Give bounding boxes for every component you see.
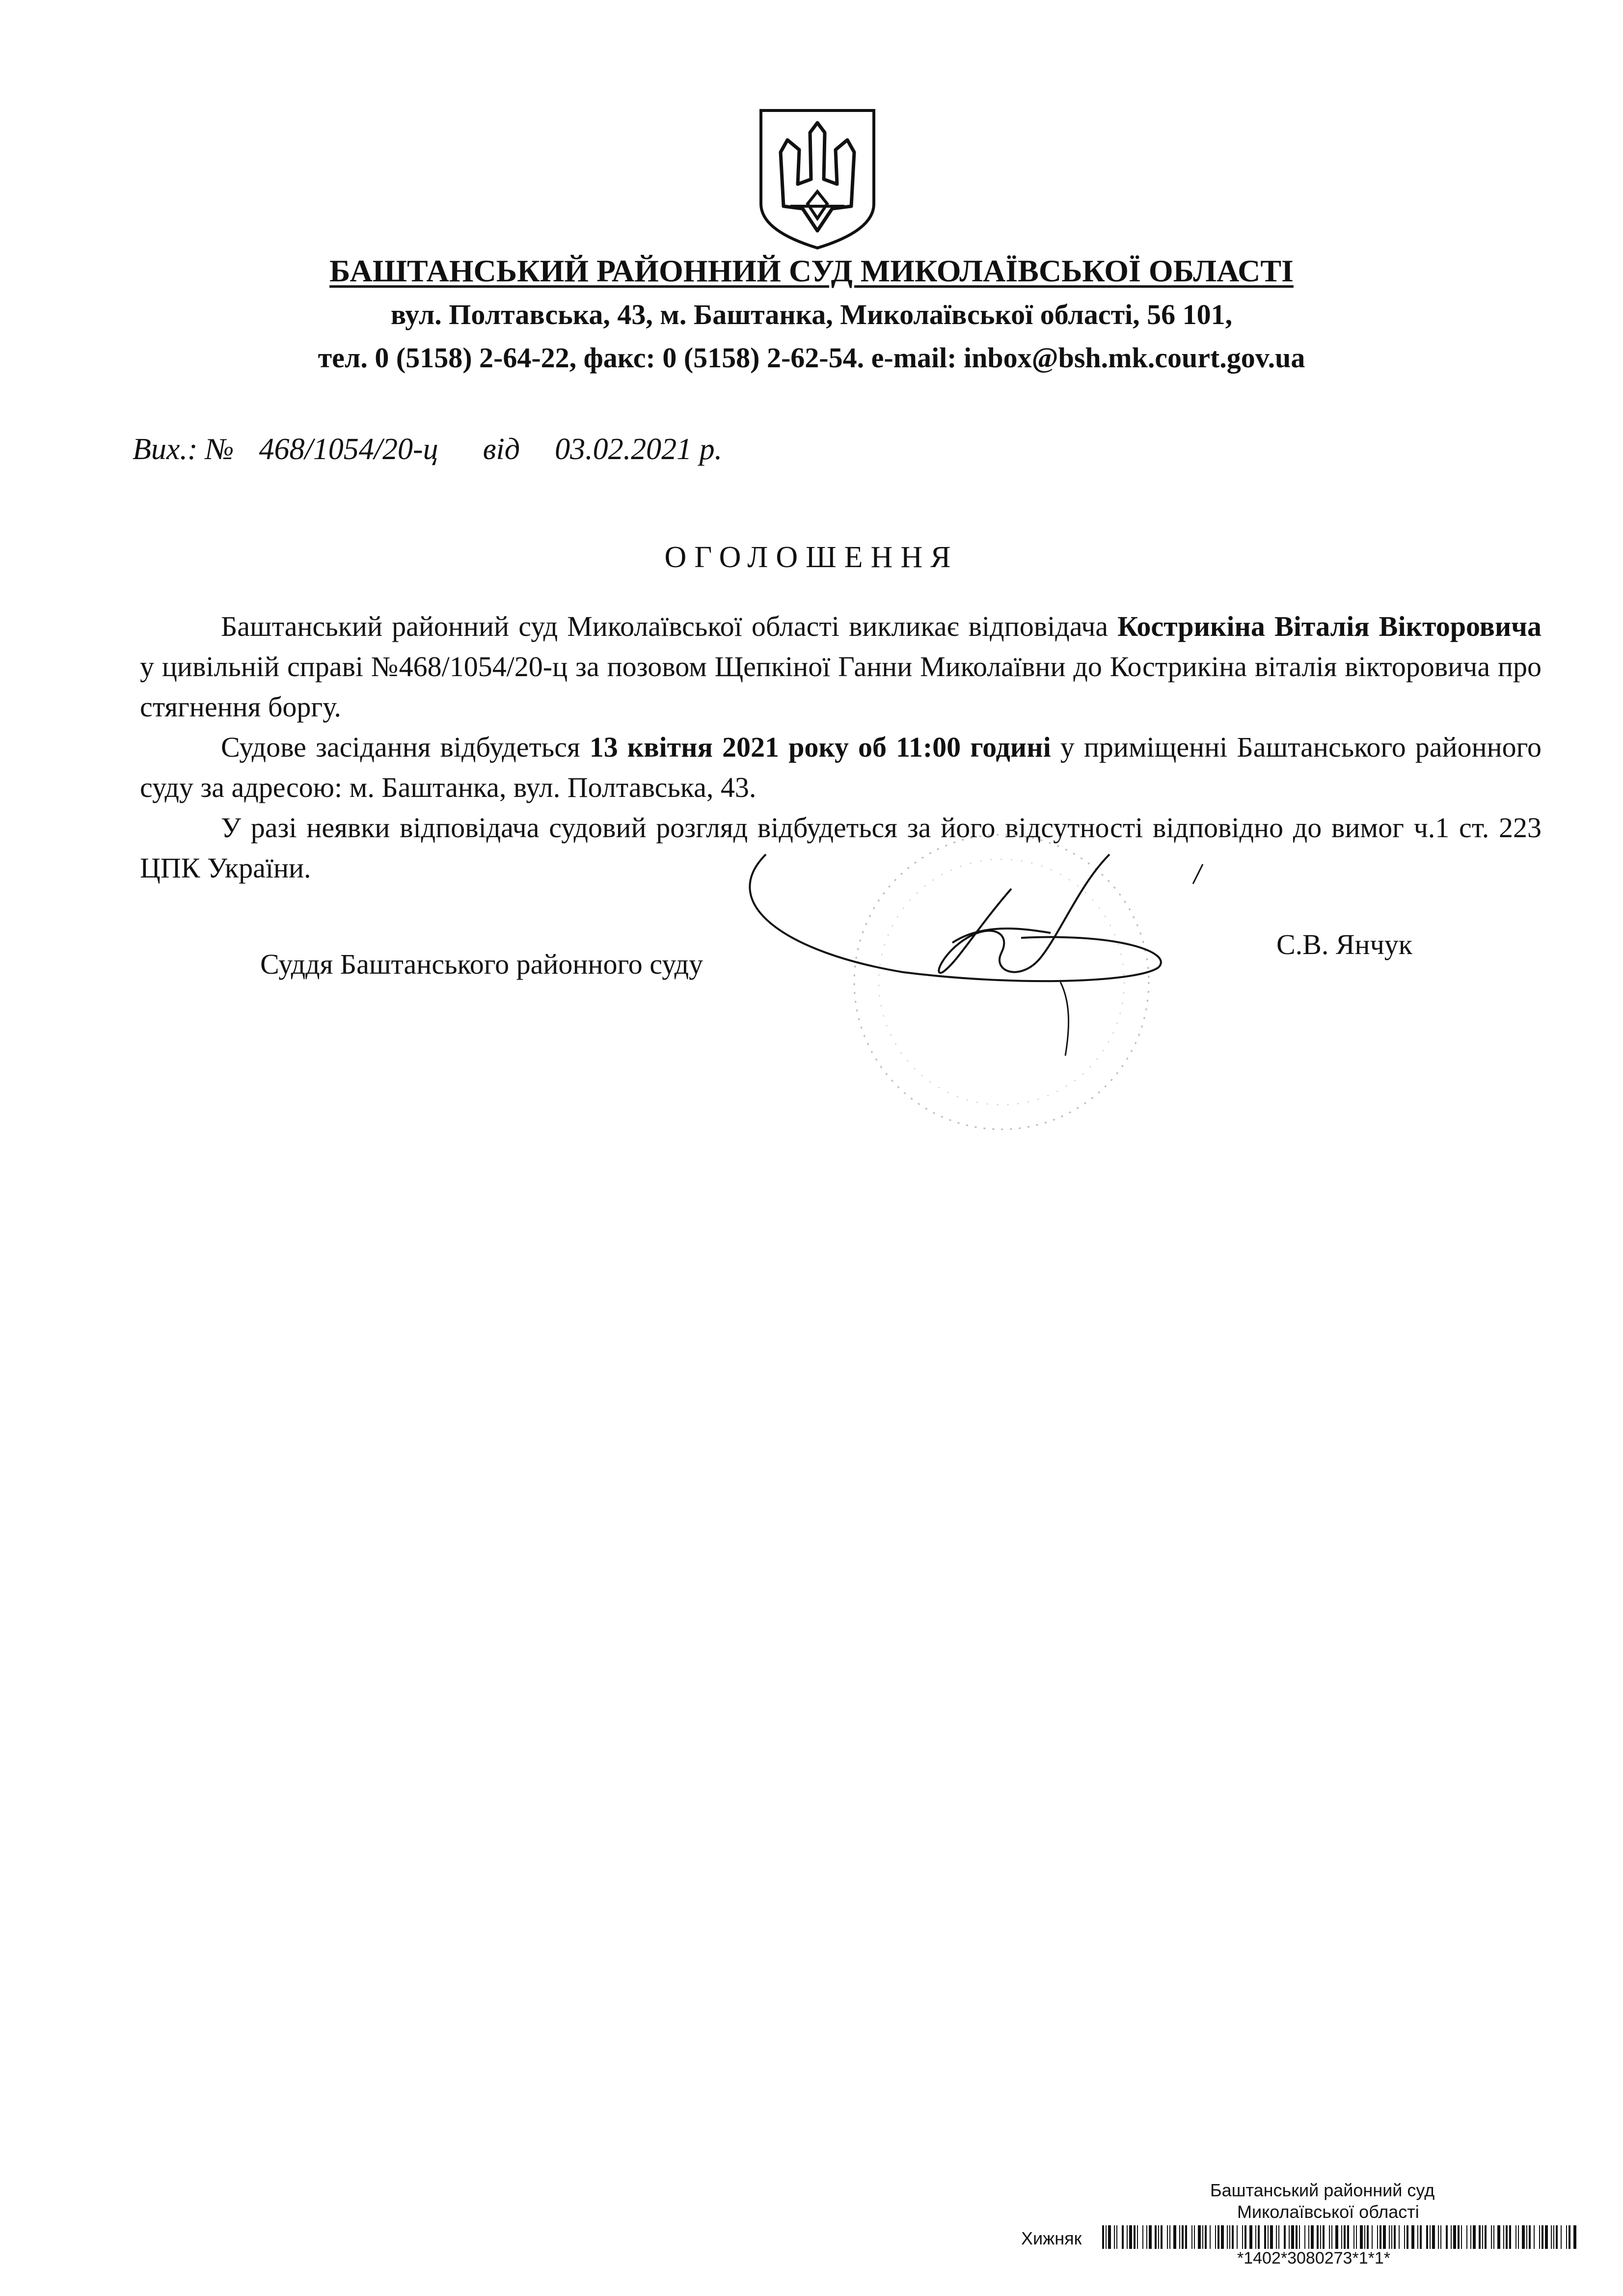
stamp-code: *1402*3080273*1*1*	[1237, 2249, 1390, 2268]
page-title: ОГОЛОШЕННЯ	[664, 541, 959, 574]
case-text: у цивільній справі №468/1054/20-ц за позовом Щепкіної Ганни Миколаївни до Кострикіна віталія вікторовича про стягнення боргу.	[140, 651, 1542, 723]
defendant-name: Кострикіна Віталія Вікторовича	[1117, 610, 1542, 642]
handwritten-signature	[746, 825, 1227, 1198]
paragraph-hearing	[140, 727, 1542, 808]
outgoing-number: 468/1054/20-ц	[259, 433, 438, 466]
hearing-datetime: 13 квітня 2021 року об 11:00 годині	[589, 731, 1051, 763]
barcode-icon	[1102, 2225, 1581, 2249]
stamp-person: Хижняк	[1021, 2228, 1082, 2248]
hearing-place: у приміщенні Баштанського районного суду за адресою: м. Баштанка, вул. Полтавська, 43.	[140, 731, 1542, 803]
judge-name: С.В. Янчук	[1276, 929, 1412, 960]
paragraph-absence: У разі неявки відповідача судовий розгляд відбудеться за його відсутності відповідно до вимог ч.1 ст. 223 ЦПК України.	[140, 812, 1542, 884]
hearing-text: Судове засідання відбудеться	[221, 731, 590, 763]
paragraph-summons	[140, 606, 1542, 727]
stamp-org-line1: Баштанський районний суд	[1210, 2180, 1435, 2200]
stamp-org-line2: Миколаївської області	[1237, 2202, 1419, 2222]
coat-of-arms-icon	[751, 106, 884, 253]
summons-text: Баштанський районний суд Миколаївської області викликає відповідача	[221, 610, 1118, 642]
outgoing-label: Вих.: №	[133, 433, 234, 466]
outgoing-date: 03.02.2021 р.	[555, 433, 723, 466]
registration-stamp	[1021, 2180, 1581, 2293]
outgoing-from-label: від	[483, 433, 520, 466]
judge-position: Суддя Баштанського районного суду	[260, 948, 703, 980]
court-contacts: тел. 0 (5158) 2-64-22, факс: 0 (5158) 2-62-54. e-mail: inbox@bsh.mk.court.gov.ua	[318, 342, 1305, 374]
outgoing-number-line	[133, 432, 722, 467]
court-address: вул. Полтавська, 43, м. Баштанка, Миколаївської області, 56 101,	[390, 299, 1233, 330]
court-name: БАШТАНСЬКИЙ РАЙОННИЙ СУД МИКОЛАЇВСЬКОЇ ОБЛАСТІ	[329, 253, 1294, 288]
